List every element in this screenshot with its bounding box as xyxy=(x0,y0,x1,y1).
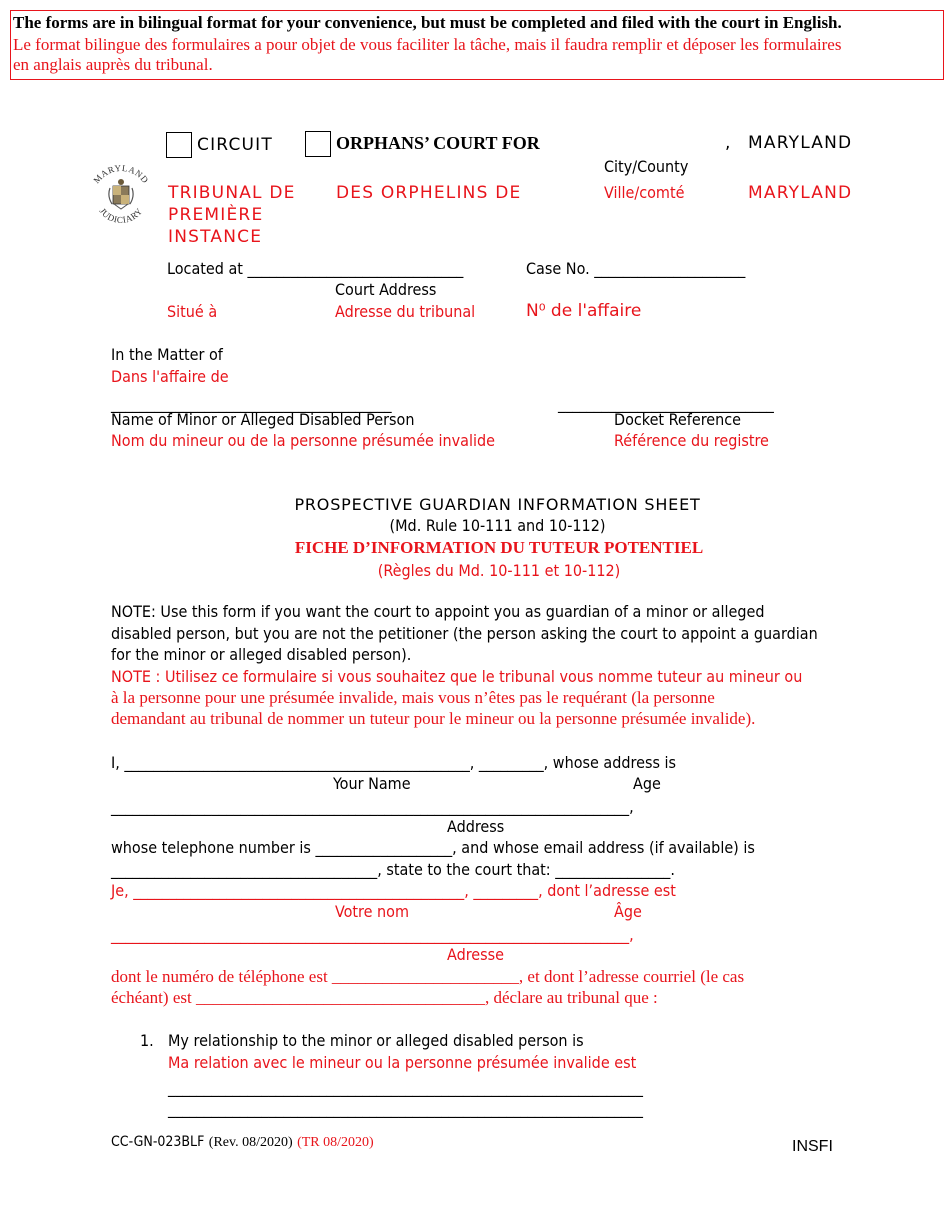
fr-tribunal-line2: PREMIÈRE xyxy=(168,205,264,225)
item1-number: 1. xyxy=(140,1031,154,1050)
form-id: CC-GN-023BLF xyxy=(111,1134,205,1150)
relationship-field-line1[interactable]: __________________________________________________________________ xyxy=(168,1078,643,1097)
form-title-en: PROSPECTIVE GUARDIAN INFORMATION SHEET xyxy=(294,495,701,514)
minor-name-field[interactable]: _______________________________________ xyxy=(111,394,392,413)
your-name-label: Your Name xyxy=(333,774,411,793)
note-en-line2: disabled person, but you are not the petitioner (the person asking the court to appoint a guardian xyxy=(111,624,818,643)
orphans-court-checkbox[interactable] xyxy=(305,131,331,157)
note-fr-line2: à la personne pour une présumée invalide, mais vous n’êtes pas le requérant (la personne xyxy=(111,688,715,707)
located-at-field[interactable]: Located at ______________________________ xyxy=(167,259,464,278)
case-number-field[interactable]: Case No. _____________________ xyxy=(526,259,746,278)
court-address-label: Court Address xyxy=(335,280,437,299)
docket-reference-field[interactable]: ______________________________ xyxy=(558,394,774,413)
fr-orphelins-label: DES ORPHELINS DE xyxy=(336,183,522,203)
fr-maryland-label: MARYLAND xyxy=(748,183,853,203)
email-line[interactable]: _____________________________________, state to the court that: ________________. xyxy=(111,860,675,879)
city-county-label: City/County xyxy=(604,157,689,176)
maryland-label: MARYLAND xyxy=(748,133,853,153)
note-en-line1: NOTE: Use this form if you want the court to appoint you as guardian of a minor or alleged xyxy=(111,602,765,621)
circuit-label: CIRCUIT xyxy=(197,135,273,155)
maryland-judiciary-seal-icon xyxy=(86,160,156,230)
form-translation-revision: (TR 08/2020) xyxy=(297,1135,374,1150)
name-age-address-line[interactable]: I, ________________________________________________, _________, whose address is xyxy=(111,753,677,772)
form-rule-en: (Md. Rule 10-111 and 10-112) xyxy=(389,516,606,535)
age-label: Age xyxy=(633,774,661,793)
form-rule-fr: (Règles du Md. 10-111 et 10-112) xyxy=(377,561,621,580)
minor-name-label: Name of Minor or Alleged Disabled Person xyxy=(111,410,415,429)
address-field[interactable]: ________________________________________________________________________, xyxy=(111,797,634,816)
circuit-checkbox[interactable] xyxy=(166,132,192,158)
note-fr-line3: demandant au tribunal de nommer un tuteur pour le mineur ou la personne présumée invalide). xyxy=(111,709,756,728)
fr-email-line: échéant) est __________________________________, déclare au tribunal que : xyxy=(111,988,658,1007)
seal-text-top: MARYLAND xyxy=(91,162,151,186)
comma: , xyxy=(725,133,731,153)
form-code: INSFI xyxy=(792,1138,833,1155)
fr-ville-label: Ville/comté xyxy=(604,183,685,202)
fr-tribunal-line1: TRIBUNAL DE xyxy=(168,183,296,203)
fr-situe-label: Situé à xyxy=(167,302,218,321)
fr-minor-name-label: Nom du mineur ou de la personne présumée invalide xyxy=(111,431,495,450)
item1-question-en: My relationship to the minor or alleged disabled person is xyxy=(168,1031,584,1050)
fr-adresse-label: Adresse du tribunal xyxy=(335,302,476,321)
footer-form-id-block xyxy=(111,1134,374,1151)
relationship-field-line2[interactable]: __________________________________________________________________ xyxy=(168,1099,643,1118)
form-title-fr: FICHE D’INFORMATION DU TUTEUR POTENTIEL xyxy=(294,538,704,557)
fr-name-age-address-line: Je, ______________________________________________, _________, dont l’adresse est xyxy=(111,881,676,900)
telephone-line[interactable]: whose telephone number is ___________________, and whose email address (if available) is xyxy=(111,838,755,857)
fr-docket-reference-label: Référence du registre xyxy=(614,431,769,450)
notice-english: The forms are in bilingual format for your convenience, but must be completed and filed with the court in English. xyxy=(13,13,842,32)
note-fr-line1: NOTE : Utilisez ce formulaire si vous souhaitez que le tribunal vous nomme tuteur au mineur ou xyxy=(111,667,803,686)
notice-french-line2: en anglais auprès du tribunal. xyxy=(13,55,213,74)
fr-address-label: Adresse xyxy=(447,945,504,964)
item1-question-fr: Ma relation avec le mineur ou la personne présumée invalide est xyxy=(168,1053,637,1072)
fr-dans-laffaire-label: Dans l'affaire de xyxy=(111,367,229,386)
in-the-matter-label: In the Matter of xyxy=(111,345,223,364)
note-en-line3: for the minor or alleged disabled person). xyxy=(111,645,412,664)
form-revision: (Rev. 08/2020) xyxy=(208,1135,293,1150)
fr-telephone-line: dont le numéro de téléphone est ______________________, et dont l’adresse courriel (le cas xyxy=(111,967,745,986)
orphans-court-label: ORPHANS’ COURT FOR xyxy=(336,133,540,153)
fr-age-label: Âge xyxy=(614,902,642,921)
fr-tribunal-line3: INSTANCE xyxy=(168,227,263,247)
fr-case-number-label: N⁰ de l'affaire xyxy=(526,301,642,321)
docket-reference-label: Docket Reference xyxy=(614,410,742,429)
fr-address-line: ________________________________________________________________________, xyxy=(111,925,634,944)
seal-text-bottom: JUDICIARY xyxy=(97,205,145,225)
address-label: Address xyxy=(447,817,505,836)
notice-french-line1: Le format bilingue des formulaires a pour objet de vous faciliter la tâche, mais il faudra remplir et déposer les formulaires xyxy=(13,35,842,54)
fr-your-name-label: Votre nom xyxy=(335,902,409,921)
